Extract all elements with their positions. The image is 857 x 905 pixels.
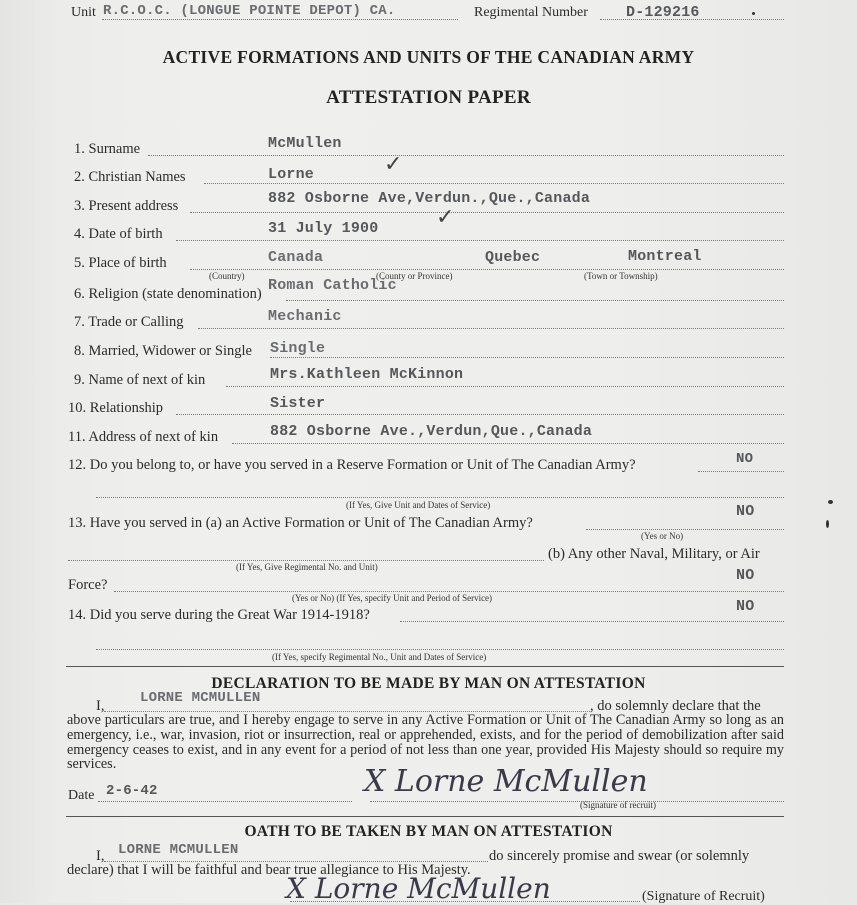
- oath-signature: X Lorne McMullen: [286, 872, 551, 905]
- oath-name: LORNE MCMULLEN: [118, 842, 239, 858]
- birth-town-value: Montreal: [628, 248, 702, 265]
- surname-value: McMullen: [268, 135, 342, 152]
- surname-label: 1. Surname: [74, 141, 141, 157]
- ink-speck: [826, 520, 829, 528]
- q14-line: [400, 621, 784, 622]
- religion-line: [286, 300, 784, 301]
- page-subtitle: ATTESTATION PAPER: [326, 87, 531, 108]
- place-of-birth-label: 5. Place of birth: [74, 255, 167, 271]
- date-of-birth-label: 4. Date of birth: [74, 226, 163, 242]
- declaration-signature-caption: (Signature of recruit): [580, 800, 656, 810]
- unit-value: R.C.O.C. (LONGUE POINTE DEPOT) CA.: [103, 3, 396, 19]
- q14-answer: NO: [736, 598, 755, 615]
- q13a-details-line: [68, 560, 544, 561]
- q13b-force-text: Force?: [68, 577, 108, 593]
- declaration-body: above particulars are true, and I hereby engage to serve in any Active Formation or Unit of The Canadian Army so long as an emergency, i.e., war, invasion, riot or insurrection, real or apprehended, exists, and for the period of demobilization after said emergency ceases to exist, and in any event for a period of not less than one year, provided His Majesty should so require my services.: [67, 712, 784, 773]
- trade-line: [198, 328, 784, 329]
- ink-speck: [752, 12, 755, 15]
- place-of-birth-line: [190, 269, 784, 270]
- present-address-value: 882 Osborne Ave,Verdun.,Que.,Canada: [268, 190, 591, 207]
- country-caption: (Country): [209, 271, 245, 281]
- section-divider: [66, 666, 784, 667]
- q13b-line: [114, 591, 784, 592]
- q13b-answer: NO: [736, 567, 755, 584]
- oath-i-label: I,: [96, 848, 105, 864]
- q14-details-line: [96, 649, 784, 650]
- next-of-kin-line: [226, 386, 784, 387]
- declaration-name: LORNE MCMULLEN: [140, 690, 261, 706]
- town-caption: (Town or Township): [584, 271, 658, 281]
- declaration-title: DECLARATION TO BE MADE BY MAN ON ATTESTATION: [211, 675, 646, 692]
- oath-line2: declare) that I will be faithful and bear true allegiance to His Majesty.: [67, 862, 471, 878]
- q12-answer: NO: [736, 451, 754, 467]
- christian-names-value: Lorne: [268, 166, 315, 183]
- q13b-text: (b) Any other Naval, Military, or Air: [548, 546, 760, 562]
- regimental-number-value: D-129216: [626, 4, 700, 21]
- date-of-birth-value: 31 July 1900: [268, 220, 379, 237]
- religion-label: 6. Religion (state denomination): [74, 286, 262, 302]
- trade-label: 7. Trade or Calling: [74, 314, 184, 330]
- q12-text: 12. Do you belong to, or have you served in a Reserve Formation or Unit of The Canadian Army?: [68, 457, 636, 473]
- q13a-answer: NO: [736, 503, 755, 520]
- marital-status-label: 8. Married, Widower or Single: [74, 343, 252, 359]
- unit-dotted-line: [102, 19, 458, 20]
- relationship-label: 10. Relationship: [68, 400, 164, 416]
- religion-value: Roman Catholic: [268, 277, 397, 294]
- ink-speck: [828, 500, 833, 504]
- date-of-birth-line: [176, 240, 784, 241]
- q13a-line: [586, 529, 784, 530]
- marital-status-line: [270, 357, 784, 358]
- oath-title: OATH TO BE TAKEN BY MAN ON ATTESTATION: [244, 823, 613, 840]
- declaration-date-label: Date: [68, 788, 95, 803]
- checkmark-icon: ✓: [384, 152, 403, 177]
- section-divider: [66, 816, 784, 817]
- page-title: ACTIVE FORMATIONS AND UNITS OF THE CANADIAN ARMY: [162, 47, 695, 67]
- birth-country-value: Canada: [268, 249, 324, 266]
- oath-line1-end: do sincerely promise and swear (or solemnly: [489, 848, 750, 864]
- christian-names-label: 2. Christian Names: [74, 169, 186, 185]
- surname-line: [148, 155, 784, 156]
- q13b-caption: (Yes or No) (If Yes, specify Unit and Period of Service): [292, 593, 493, 603]
- relationship-value: Sister: [270, 395, 326, 412]
- relationship-line: [176, 414, 784, 415]
- q13a-text: 13. Have you served in (a) an Active Formation or Unit of The Canadian Army?: [68, 515, 533, 531]
- next-of-kin-address-value: 882 Osborne Ave.,Verdun,Que.,Canada: [270, 423, 593, 440]
- declaration-line1-end: , do solemnly declare that the: [590, 698, 761, 714]
- unit-label: Unit: [71, 5, 96, 20]
- next-of-kin-address-line: [232, 443, 784, 444]
- next-of-kin-value: Mrs.Kathleen McKinnon: [270, 366, 464, 383]
- declaration-date-line: [98, 801, 352, 802]
- q12-details-line: [96, 497, 784, 498]
- q14-caption: (If Yes, specify Regimental No., Unit and Dates of Service): [272, 652, 487, 662]
- birth-province-value: Quebec: [485, 249, 541, 266]
- q12-line: [698, 471, 784, 472]
- trade-value: Mechanic: [268, 308, 342, 325]
- oath-signature-caption: (Signature of Recruit): [642, 889, 765, 904]
- regimental-number-label: Regimental Number: [474, 5, 588, 20]
- next-of-kin-label: 9. Name of next of kin: [74, 372, 206, 388]
- q14-text: 14. Did you serve during the Great War 1914-1918?: [68, 607, 370, 623]
- present-address-line: [190, 212, 784, 213]
- declaration-signature-line: [370, 801, 784, 802]
- q12-caption: (If Yes, Give Unit and Dates of Service): [346, 500, 491, 510]
- next-of-kin-address-label: 11. Address of next of kin: [68, 429, 219, 445]
- present-address-label: 3. Present address: [74, 198, 179, 214]
- q13a-caption: (If Yes, Give Regimental No. and Unit): [236, 562, 378, 572]
- marital-status-value: Single: [270, 340, 326, 357]
- christian-names-line: [204, 183, 784, 184]
- declaration-date-value: 2-6-42: [106, 783, 158, 799]
- declaration-i-label: I,: [96, 698, 105, 714]
- province-caption: (County or Province): [376, 271, 453, 281]
- checkmark-icon: ✓: [436, 205, 455, 230]
- declaration-signature: X Lorne McMullen: [364, 764, 648, 799]
- q13a-yes-no-caption: (Yes or No): [641, 531, 684, 541]
